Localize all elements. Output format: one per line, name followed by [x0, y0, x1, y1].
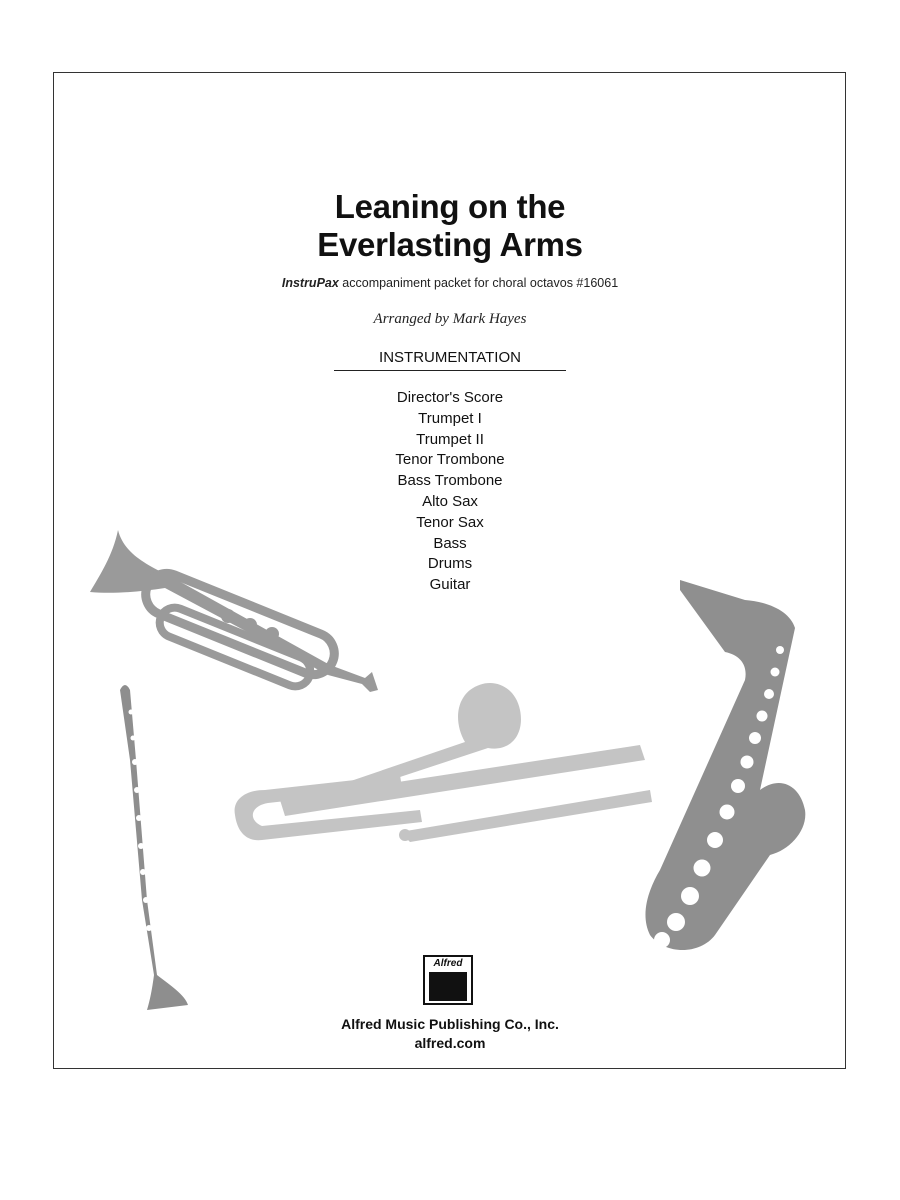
instrument-item: Drums — [427, 555, 473, 573]
instrument-item: Bass Trombone — [397, 472, 503, 490]
publisher-name: Alfred Music Publishing Co., Inc. — [341, 1016, 559, 1032]
subtitle-text: accompaniment packet for choral octavos #16061 — [338, 276, 619, 290]
subtitle-brand: InstruPax — [281, 276, 339, 290]
instrument-item: Tenor Trombone — [395, 451, 505, 469]
subtitle — [0, 276, 900, 290]
alfred-logo — [423, 955, 473, 1005]
title-line-2: Everlasting Arms — [317, 226, 583, 263]
logo-text: Alfred — [433, 958, 463, 969]
instrument-item: Trumpet II — [416, 430, 484, 448]
instrument-item: Tenor Sax — [416, 513, 484, 531]
arranger-credit: Arranged by Mark Hayes — [373, 311, 527, 327]
instrument-item: Guitar — [429, 576, 471, 594]
instrumentation-list — [0, 388, 900, 596]
publisher-website: alfred.com — [414, 1035, 486, 1051]
instrument-item: Director's Score — [396, 389, 504, 406]
instrument-item: Alto Sax — [422, 492, 478, 510]
instrumentation-heading: INSTRUMENTATION — [334, 349, 566, 371]
instrument-item: Bass — [433, 534, 467, 552]
alfred-mark-icon — [429, 972, 467, 1001]
instrument-item: Trumpet I — [418, 409, 482, 427]
title-line-1: Leaning on the — [334, 188, 566, 225]
